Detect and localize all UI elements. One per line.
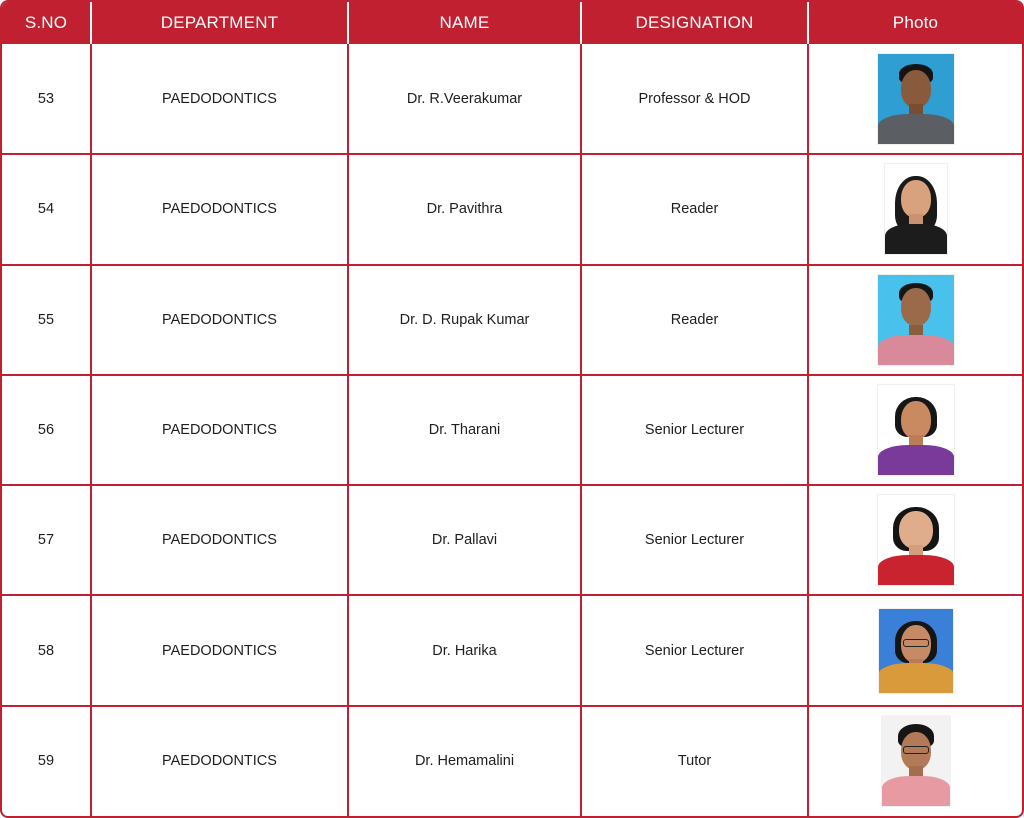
cell-name: Dr. Tharani — [348, 375, 581, 485]
header-name: NAME — [348, 2, 581, 44]
cell-designation: Tutor — [581, 706, 808, 816]
cell-photo — [808, 706, 1022, 816]
cell-name: Dr. Pallavi — [348, 485, 581, 595]
table-header — [2, 2, 1022, 44]
staff-photo — [885, 164, 947, 254]
cell-sno: 56 — [2, 375, 91, 485]
table-row — [2, 154, 1022, 264]
cell-department: PAEDODONTICS — [91, 706, 348, 816]
table-row — [2, 375, 1022, 485]
header-photo: Photo — [808, 2, 1022, 44]
cell-designation: Reader — [581, 265, 808, 375]
cell-designation: Senior Lecturer — [581, 375, 808, 485]
cell-department: PAEDODONTICS — [91, 154, 348, 264]
staff-table — [2, 2, 1022, 816]
cell-designation: Senior Lecturer — [581, 485, 808, 595]
cell-sno: 59 — [2, 706, 91, 816]
staff-photo — [878, 54, 954, 144]
cell-name: Dr. R.Veerakumar — [348, 44, 581, 154]
cell-name: Dr. Pavithra — [348, 154, 581, 264]
table-row — [2, 706, 1022, 816]
cell-photo — [808, 375, 1022, 485]
cell-photo — [808, 265, 1022, 375]
header-department: DEPARTMENT — [91, 2, 348, 44]
cell-department: PAEDODONTICS — [91, 485, 348, 595]
cell-designation: Reader — [581, 154, 808, 264]
cell-sno: 57 — [2, 485, 91, 595]
cell-name: Dr. Harika — [348, 595, 581, 705]
cell-department: PAEDODONTICS — [91, 375, 348, 485]
table-row — [2, 595, 1022, 705]
cell-designation: Professor & HOD — [581, 44, 808, 154]
table-row — [2, 485, 1022, 595]
cell-name: Dr. D. Rupak Kumar — [348, 265, 581, 375]
staff-photo — [878, 385, 954, 475]
cell-photo — [808, 485, 1022, 595]
cell-sno: 54 — [2, 154, 91, 264]
staff-photo — [882, 716, 950, 806]
cell-sno: 55 — [2, 265, 91, 375]
table-row — [2, 265, 1022, 375]
cell-sno: 53 — [2, 44, 91, 154]
cell-designation: Senior Lecturer — [581, 595, 808, 705]
cell-photo — [808, 154, 1022, 264]
cell-photo — [808, 595, 1022, 705]
header-designation: DESIGNATION — [581, 2, 808, 44]
cell-department: PAEDODONTICS — [91, 265, 348, 375]
table-row — [2, 44, 1022, 154]
cell-photo — [808, 44, 1022, 154]
cell-department: PAEDODONTICS — [91, 595, 348, 705]
staff-photo — [879, 609, 953, 693]
staff-photo — [878, 495, 954, 585]
cell-name: Dr. Hemamalini — [348, 706, 581, 816]
header-sno: S.NO — [2, 2, 91, 44]
table-body — [2, 44, 1022, 816]
cell-department: PAEDODONTICS — [91, 44, 348, 154]
staff-photo — [878, 275, 954, 365]
header-row — [2, 2, 1022, 44]
cell-sno: 58 — [2, 595, 91, 705]
